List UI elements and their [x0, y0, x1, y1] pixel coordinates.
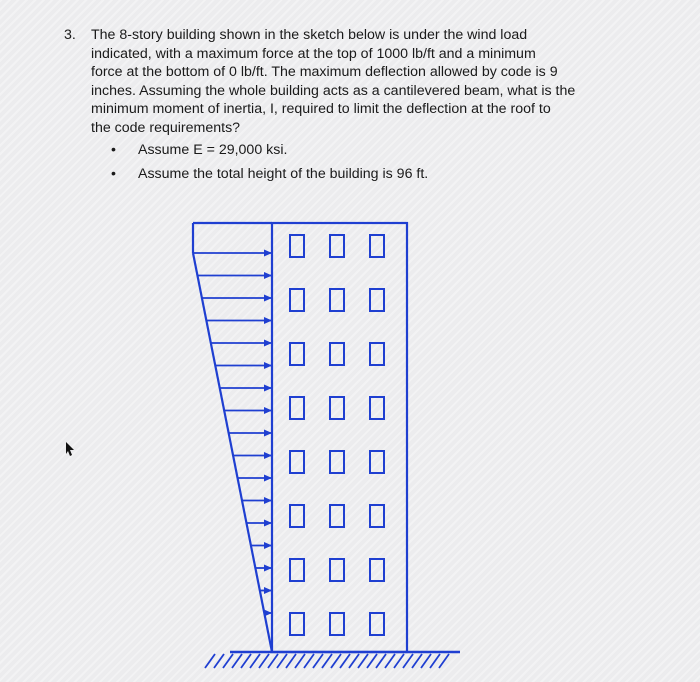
ground-hatch — [286, 654, 296, 668]
ground-hatch — [403, 654, 413, 668]
assumption-text: Assume E = 29,000 ksi. — [138, 141, 288, 158]
window — [290, 613, 304, 635]
ground-hatch — [439, 654, 449, 668]
problem-line: the code requirements? — [91, 119, 241, 136]
ground-hatch — [313, 654, 323, 668]
building-outline — [272, 223, 407, 652]
ground-hatch — [385, 654, 395, 668]
ground-hatch — [358, 654, 368, 668]
window — [290, 505, 304, 527]
window — [290, 343, 304, 365]
problem-line: indicated, with a maximum force at the top of 1000 lb/ft and a minimum — [91, 45, 536, 62]
wind-load-diagram — [193, 223, 272, 652]
window — [370, 505, 384, 527]
ground-hatch — [277, 654, 287, 668]
window — [330, 343, 344, 365]
ground-hatch — [241, 654, 251, 668]
mouse-cursor-icon — [66, 442, 74, 456]
ground-hatch — [322, 654, 332, 668]
building — [272, 223, 407, 652]
window — [330, 289, 344, 311]
window — [330, 451, 344, 473]
window — [290, 289, 304, 311]
bullet-icon: • — [111, 165, 116, 182]
ground-hatch — [268, 654, 278, 668]
window — [370, 397, 384, 419]
ground-hatch — [295, 654, 305, 668]
ground-hatch — [430, 654, 440, 668]
ground-hatch — [376, 654, 386, 668]
window — [370, 613, 384, 635]
window — [330, 397, 344, 419]
ground-support — [205, 652, 460, 668]
ground-hatch — [349, 654, 359, 668]
window-grid — [290, 235, 384, 635]
window — [370, 343, 384, 365]
problem-line: inches. Assuming the whole building acts as a cantilevered beam, what is the — [91, 82, 576, 99]
window — [290, 451, 304, 473]
load-envelope-line — [193, 253, 272, 652]
ground-hatch — [394, 654, 404, 668]
ground-hatch — [412, 654, 422, 668]
bullet-icon: • — [111, 141, 116, 158]
window — [370, 235, 384, 257]
window — [330, 505, 344, 527]
assumption-text: Assume the total height of the building is 96 ft. — [138, 165, 429, 182]
ground-hatch — [214, 654, 224, 668]
problem-line: force at the bottom of 0 lb/ft. The maximum deflection allowed by code is 9 — [91, 64, 558, 81]
ground-hatch — [331, 654, 341, 668]
ground-hatch — [340, 654, 350, 668]
window — [330, 235, 344, 257]
ground-hatch — [223, 654, 233, 668]
ground-hatch — [232, 654, 242, 668]
window — [290, 235, 304, 257]
window — [330, 613, 344, 635]
problem-line: The 8-story building shown in the sketch below is under the wind load — [91, 27, 528, 43]
window — [330, 559, 344, 581]
window — [370, 559, 384, 581]
problem-line: minimum moment of inertia, I, required to limit the deflection at the roof to — [91, 101, 551, 118]
window — [370, 451, 384, 473]
ground-hatch — [304, 654, 314, 668]
ground-hatch — [259, 654, 269, 668]
ground-hatching — [205, 654, 449, 668]
ground-hatch — [205, 654, 215, 668]
window — [290, 397, 304, 419]
ground-hatch — [367, 654, 377, 668]
problem-number: 3. — [64, 27, 76, 43]
window — [370, 289, 384, 311]
window — [290, 559, 304, 581]
ground-hatch — [421, 654, 431, 668]
ground-hatch — [250, 654, 260, 668]
